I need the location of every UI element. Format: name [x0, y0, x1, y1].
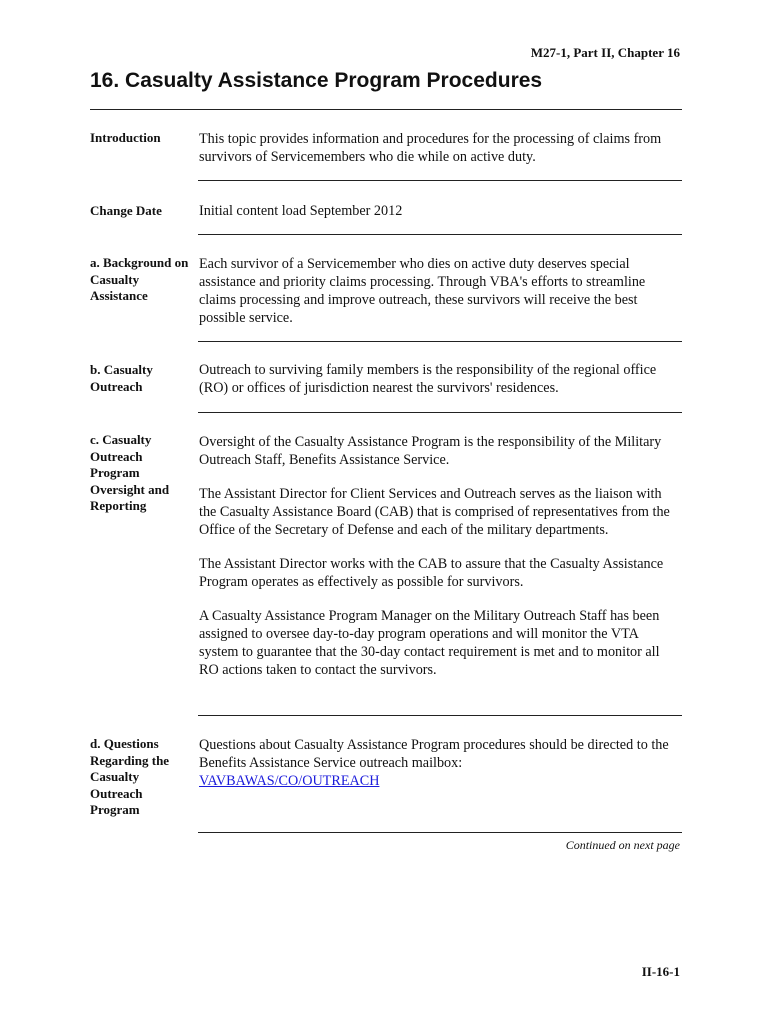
continued-note: Continued on next page: [565, 838, 680, 852]
paragraph: Each survivor of a Servicemember who dies on active duty deserves special assistance and priority claims processing. Through VBA's efforts to streamline claims processing and improve outreach, these survivors will receive the best possible service.: [199, 256, 646, 326]
block-label-change-date: Change Date: [90, 203, 162, 218]
paragraph: Initial content load September 2012: [199, 203, 403, 219]
block-label-questions: d. Questions Regarding the Casualty Outreach Program: [90, 736, 170, 817]
page-title: 16. Casualty Assistance Program Procedures: [90, 69, 543, 92]
block-divider: [198, 341, 682, 342]
page-number: II-16-1: [641, 964, 680, 979]
block-text-background: [199, 255, 681, 327]
paragraph: The Assistant Director for Client Services and Outreach serves as the liaison with the Casualty Assistance Board (CAB) that is comprised of representatives from the Office of the Secretary of Defense and each of the military departments.: [199, 486, 670, 538]
paragraph: This topic provides information and procedures for the processing of claims from survivors of Servicemembers who die while on active duty.: [199, 131, 662, 165]
document-reference: M27-1, Part II, Chapter 16: [530, 45, 680, 60]
paragraph: The Assistant Director works with the CAB to assure that the Casualty Assistance Program operates as effectively as possible for survivors.: [199, 556, 664, 590]
block-label-casualty-outreach: b. Casualty Outreach: [90, 362, 153, 394]
block-label-oversight: c. Casualty Outreach Program Oversight and Reporting: [90, 432, 170, 513]
paragraph: Outreach to surviving family members is the responsibility of the regional office (RO) or offices of jurisdiction nearest the survivors' residences.: [199, 362, 657, 396]
block-label-background: a. Background on Casualty Assistance: [90, 255, 189, 303]
paragraph: [199, 736, 681, 790]
paragraph: Oversight of the Casualty Assistance Program is the responsibility of the Military Outreach Staff, Benefits Assistance Service.: [199, 434, 662, 468]
block-text-casualty-outreach: [199, 361, 681, 397]
block-divider: [198, 412, 682, 413]
block-divider: [198, 234, 682, 235]
outreach-mailbox-link[interactable]: VAVBAWAS/CO/OUTREACH: [199, 773, 380, 789]
paragraph: A Casualty Assistance Program Manager on the Military Outreach Staff has been assigned to oversee day-to-day program operations and will monitor the VTA system to guarantee that the 30-day contact requirement is met and to monitor all RO actions taken to contact the survivors.: [199, 608, 660, 678]
block-text-oversight: [199, 433, 681, 679]
questions-text: Questions about Casualty Assistance Program procedures should be directed to the Benefits Assistance Service outreach mailbox:: [199, 737, 669, 771]
block-label-introduction: Introduction: [90, 130, 161, 145]
block-divider: [198, 715, 682, 716]
block-text-questions: [199, 736, 681, 790]
block-text-introduction: [199, 130, 681, 166]
block-divider: [198, 180, 682, 181]
block-text-change-date: [199, 202, 681, 220]
title-rule: [90, 109, 682, 110]
block-divider: [198, 832, 682, 833]
